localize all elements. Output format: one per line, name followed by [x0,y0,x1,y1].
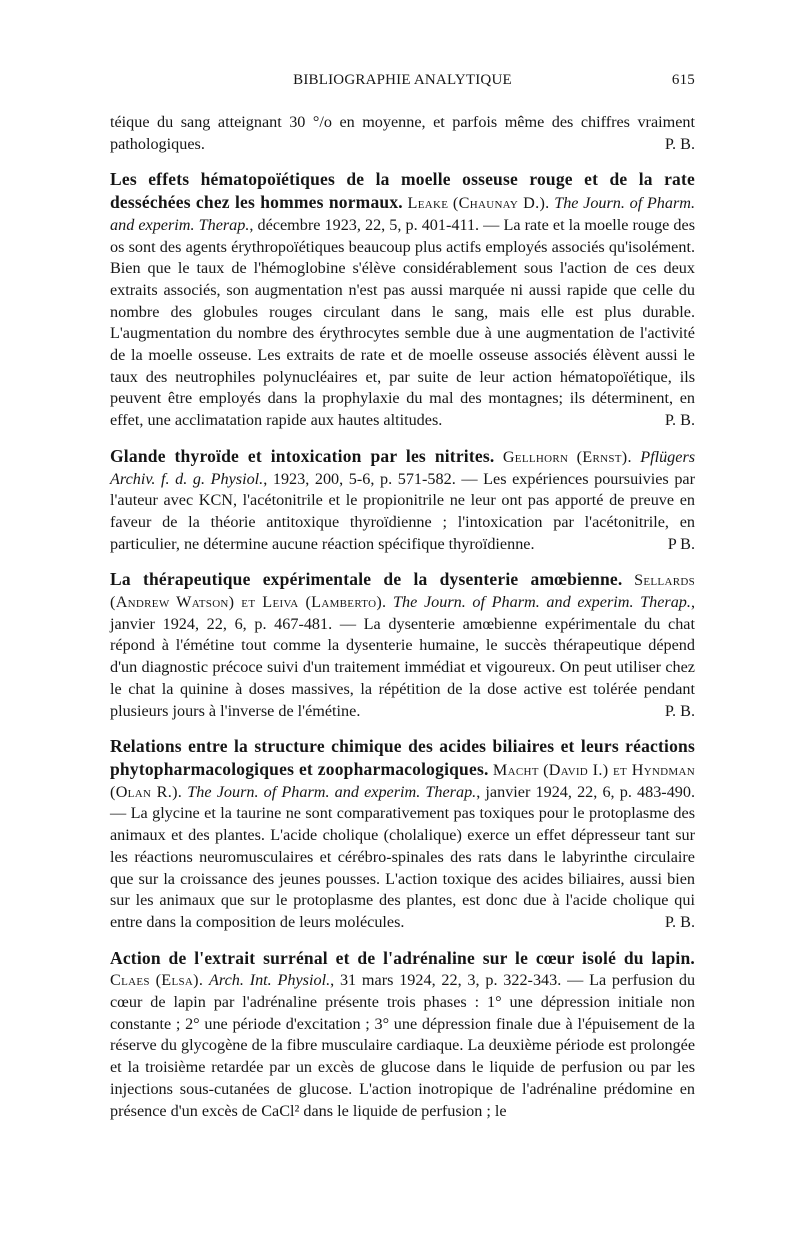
intro-text: téique du sang atteignant 30 °/o en moyenne, et parfois même des chiffres vraiment pathologiques. [110,113,695,153]
article-signature: P. B. [664,701,695,720]
article-citation: , janvier 1924, 22, 6, p. 467-481. — [110,593,695,633]
article-journal: The Journ. of Pharm. and experim. Therap. [393,593,691,612]
article-summary: Les expériences poursuivies par l'auteur avec KCN, l'acétonitrile et le propionitrile ne leur ont pas apporté de preuve en faveur de la théorie antitoxique thyroïdienne ; l'intoxication par l'acétonitrile, en particulier, ne détermine aucune réaction spécifique thyroïdienne. [110,469,696,553]
abstract-entry-3 [110,569,695,722]
article-signature: P B. [667,534,695,553]
article-summary: La rate et la moelle rouge des os sont des agents érythropoïétiques beaucoup plus actifs employés associés qu'isolément. Bien que le taux de l'hémoglobine s'élève considérablement sous l'action de ces deux extraits associés, son augmentation n'est pas aussi marquée ni aussi rapide que celle du nombre des globules rouges circulant dans le sang, mais elle est plus durable. L'augmentation du nombre des érythrocytes semble due à une augmentation de l'activité de la moelle osseuse. Les extraits de rate et de moelle osseuse associés élèvent aussi le taux des neutrophiles polynucléaires et, par suite de leur action hématopoïétique, ils peuvent être employés dans la prophylaxie du mal des montagnes; ils déterminent, en effet, une acclimatation rapide aux hautes altitudes. [110,215,696,430]
article-author-secondary: (David I.) et Hyndman (Olan R.). [110,760,695,801]
article-author-primary: Macht [492,760,539,779]
article-author-secondary: (Andrew Watson) et Leiva (Lamberto). [110,593,387,612]
article-journal: Arch. Int. Physiol. [209,971,331,990]
article-title: Glande thyroïde et intoxication par les nitrites. [110,445,495,466]
article-author-secondary: (Ernst). [576,447,632,466]
intro-paragraph [110,112,695,155]
article-citation: , janvier 1924, 22, 6, p. 483-490. — [110,782,696,823]
page-number: 615 [671,72,695,88]
article-signature: P. B. [664,411,695,430]
abstract-entry-1 [110,169,695,431]
article-author-primary: Sellards [634,571,695,590]
article-citation: , 31 mars 1924, 22, 3, p. 322-343. — [330,971,584,990]
intro-signature: P. B. [664,134,695,153]
article-journal: Pflügers Archiv. f. d. g. Physiol. [110,447,696,488]
article-title: Relations entre la structure chimique des acides biliaires et leurs réactions phytopharmacologiques et zoopharmacologiques. [110,736,695,779]
article-title: Les effets hématopoïétiques de la moelle osseuse rouge et de la rate desséchées chez les hommes normaux. [110,169,695,213]
abstract-entry-4 [110,736,695,933]
abstract-entry-2 [110,446,695,556]
article-author-secondary: (Elsa). [155,971,204,990]
article-journal: The Journ. of Pharm. and experim. Therap. [110,194,695,234]
article-summary: La glycine et la taurine ne sont comparativement pas toxiques pour le protoplasme des animaux et des plantes. L'acide cholique (cholalique) exerce un effet dépresseur tant sur les réactions neuromusculaires et cérébro-spinales des rats dans le labyrinthe circulaire que sur la croissance des jeunes pousses. L'action toxique des acides biliaires, aussi bien sur les animaux que sur le protoplasme des plantes, est donc due à l'acide cholique qui entre dans la composition de leurs molécules. [110,804,696,931]
article-citation: , décembre 1923, 22, 5, p. 401-411. — [249,215,500,234]
article-author-secondary: (Chaunay D.). [452,194,550,213]
article-signature: P. B. [664,912,695,931]
article-title: La thérapeutique expérimentale de la dysenterie amœbienne. [110,569,623,590]
running-head [110,72,695,96]
article-summary: La perfusion du cœur de lapin par l'adrénaline présente trois phases : 1° une dépression initiale non constante ; 2° une période d'excitation ; 3° une dépression finale due à l'épuisement de la réserve du glycogène de la fibre musculaire cardiaque. La deuxième période est prolongée et la troisième retardée par un excès de glucose dans le liquide de perfusion ou par les injections sous-cutanées de glucose. L'action inotropique de l'adrénaline prédomine en présence d'un excès de CaCl² dans le liquide de perfusion ; le [110,971,696,1120]
article-author-primary: Claes [110,971,150,990]
article-journal: The Journ. of Pharm. and experim. Therap. [187,782,477,801]
journal-page [110,72,695,1122]
article-title: Action de l'extrait surrénal et de l'adrénaline sur le cœur isolé du lapin. [110,947,695,968]
article-summary: La dysenterie amœbienne expérimentale du chat répond à l'émétine tout comme la dysenterie humaine, le succès thérapeutique dépend d'un diagnostic précoce suivi d'un traitement immédiat et vigoureux. On peut utiliser chez le chat la quinine à doses massives, la répétition de la dose active est tolérée pendant plusieurs jours à l'inverse de l'émétine. [110,614,695,720]
article-citation: , 1923, 200, 5-6, p. 571-582. — [263,469,478,488]
abstract-entry-5 [110,948,695,1123]
article-author-primary: Leake [407,194,449,213]
article-author-primary: Gellhorn [502,447,569,466]
running-head-title: BIBLIOGRAPHIE ANALYTIQUE [293,72,512,88]
